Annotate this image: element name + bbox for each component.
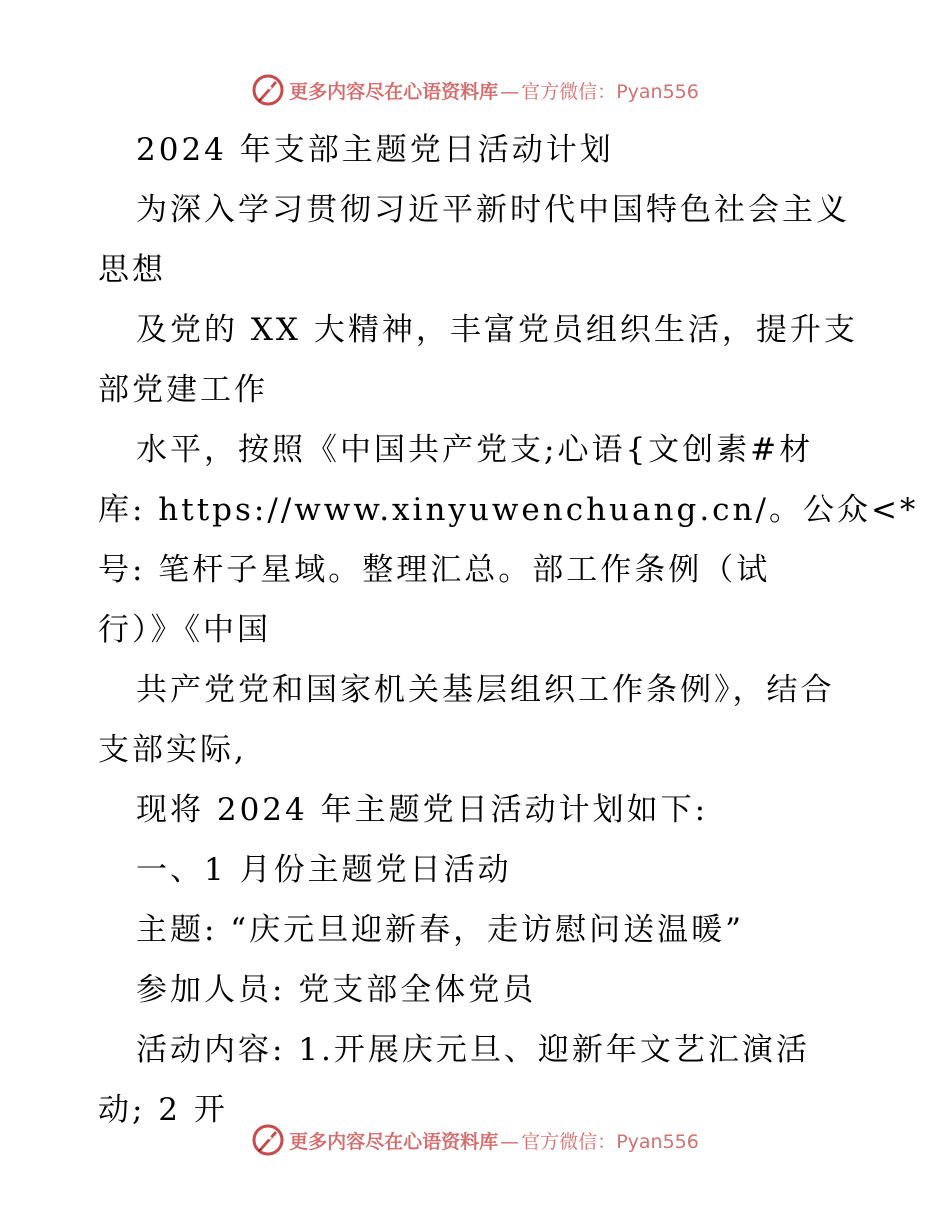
quill-pen-logo-icon: [251, 73, 285, 107]
paragraph-line: 主题: “庆元旦迎新春，走访慰问送温暖”: [136, 912, 744, 948]
watermark-wechat-id: Pyan556: [616, 1130, 699, 1153]
watermark-footer: [0, 1120, 950, 1160]
paragraph-line: 行）》《中国: [98, 612, 271, 648]
document-body: [98, 120, 919, 1140]
paragraph-line: 库: https://www.xinyuwenchuang.cn/。公众<*: [98, 492, 919, 528]
watermark-text: [289, 77, 699, 104]
section-heading: 一、1 月份主题党日活动: [136, 852, 512, 888]
paragraph-line: 及党的 XX 大精神，丰富党员组织生活，提升支: [136, 312, 858, 348]
paragraph-line: 活动内容: 1.开展庆元旦、迎新年文艺汇演活: [136, 1032, 810, 1068]
paragraph-line: 共产党党和国家机关基层组织工作条例》，结合: [136, 672, 835, 708]
paragraph-line: 号: 笔杆子星域。整理汇总。部工作条例（试: [98, 552, 771, 588]
watermark-wechat-label: 官方微信：: [521, 80, 617, 103]
paragraph-line: 动; 2 开: [98, 1092, 228, 1128]
watermark-brand: 更多内容尽在心语资料库: [289, 80, 499, 103]
document-title: 2024 年支部主题党日活动计划: [136, 132, 614, 168]
watermark-brand: 更多内容尽在心语资料库: [289, 1130, 499, 1153]
watermark-separator: —: [500, 80, 520, 103]
watermark-separator: —: [500, 1130, 520, 1153]
paragraph-line: 部党建工作: [98, 372, 268, 408]
paragraph-line: 现将 2024 年主题党日活动计划如下:: [136, 792, 709, 828]
paragraph-line: 为深入学习贯彻习近平新时代中国特色社会主义: [136, 192, 850, 228]
quill-pen-logo-icon: [251, 1123, 285, 1157]
watermark-header: [0, 70, 950, 110]
watermark-text: [289, 1127, 699, 1154]
watermark-wechat-label: 官方微信：: [521, 1130, 617, 1153]
paragraph-line: 支部实际,: [98, 732, 247, 768]
paragraph-line: 参加人员: 党支部全体党员: [136, 972, 537, 1008]
watermark-wechat-id: Pyan556: [616, 80, 699, 103]
paragraph-line: 思想: [98, 252, 166, 288]
paragraph-line: 水平，按照《中国共产党支;心语{文创素#材: [136, 432, 814, 468]
